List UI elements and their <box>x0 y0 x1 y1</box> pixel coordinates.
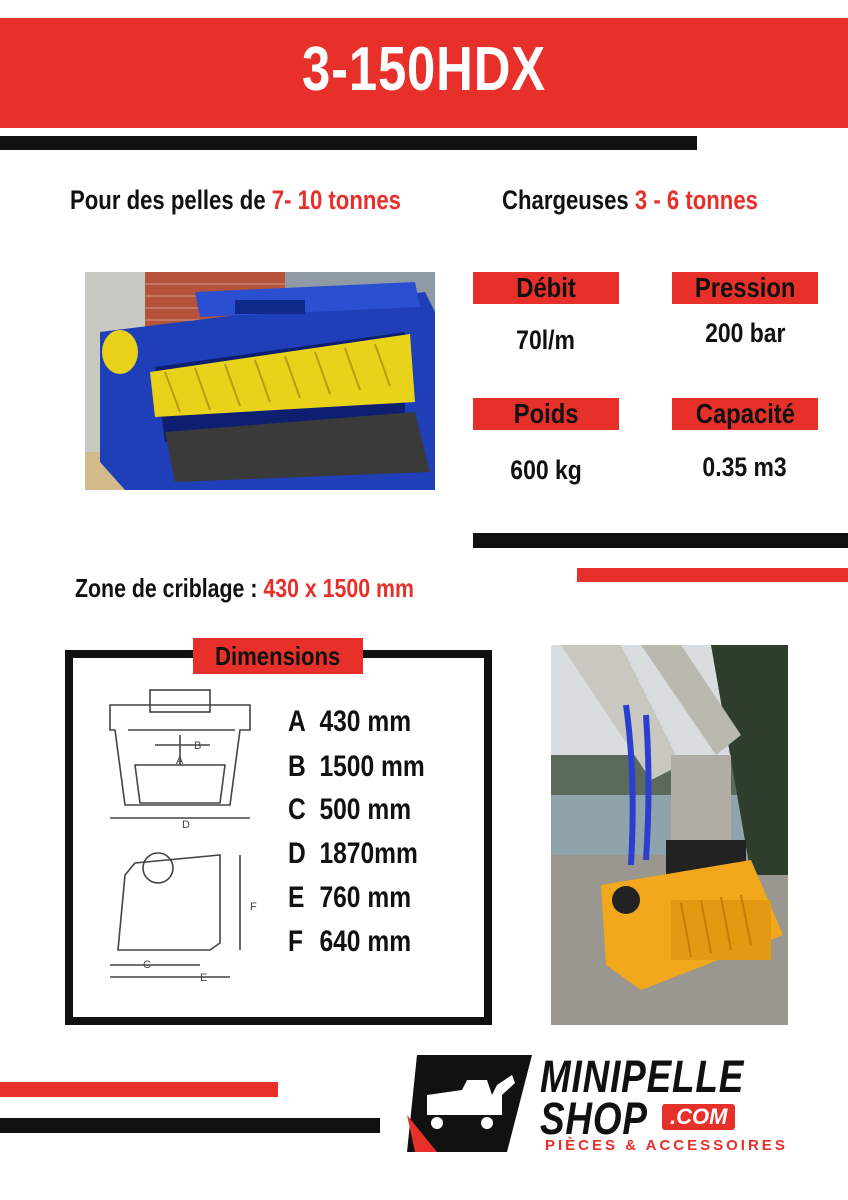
logo-tagline: PIÈCES & ACCESSOIRES <box>545 1137 788 1154</box>
dimensions-diagram <box>100 685 270 985</box>
diagram-label-a: A <box>176 755 184 767</box>
loader-range-value: 3 - 6 tonnes <box>634 185 758 215</box>
excavator-range-value: 7- 10 tonnes <box>271 185 401 215</box>
spec-value-capacity: 0.35 m3 <box>702 452 788 482</box>
dimension-row-b: B 1500 mm <box>288 750 425 783</box>
excavator-attachment-photo <box>551 645 788 1025</box>
screening-bucket-photo <box>85 272 435 490</box>
screening-zone-label: Zone de criblage : <box>75 573 258 603</box>
page-title: 3-150HDX <box>302 35 546 104</box>
dimension-row-e: E 760 mm <box>288 881 412 914</box>
minipelle-logo-icon <box>407 1055 532 1152</box>
diagram-label-e: E <box>200 972 208 984</box>
divider-red <box>577 568 848 582</box>
logo-text-shop: SHOP <box>540 1093 648 1144</box>
spec-value-weight: 600 kg <box>510 455 582 485</box>
dimension-row-a: A 430 mm <box>288 705 412 738</box>
excavator-range <box>70 185 474 216</box>
dimension-row-f: F 640 mm <box>288 925 412 958</box>
diagram-label-f: F <box>250 901 257 913</box>
diagram-label-d: D <box>182 819 190 831</box>
spec-value-pressure: 200 bar <box>704 318 786 348</box>
diagram-label-c: C <box>143 959 151 971</box>
screening-zone <box>75 573 488 604</box>
loader-range-label: Chargeuses <box>502 185 629 215</box>
logo-text-minipelle: MINIPELLE <box>540 1051 745 1102</box>
dimension-row-c: C 500 mm <box>288 793 412 826</box>
spec-label-pressure: Pression <box>672 272 818 304</box>
excavator-range-label: Pour des pelles de <box>70 185 266 215</box>
dimensions-tab: Dimensions <box>193 638 363 674</box>
divider-black <box>473 533 848 548</box>
spec-label-flow: Débit <box>473 272 619 304</box>
dimension-row-d: D 1870mm <box>288 837 418 870</box>
divider-black <box>0 136 697 150</box>
divider-red <box>0 1082 278 1097</box>
divider-black <box>0 1118 380 1133</box>
diagram-label-b: B <box>194 740 202 752</box>
spec-value-flow: 70l/m <box>516 325 576 355</box>
spec-label-capacity: Capacité <box>672 398 818 430</box>
loader-range <box>502 185 814 216</box>
spec-label-weight: Poids <box>473 398 619 430</box>
logo-domain-badge: .COM <box>662 1104 735 1130</box>
screening-zone-value: 430 x 1500 mm <box>263 573 414 603</box>
